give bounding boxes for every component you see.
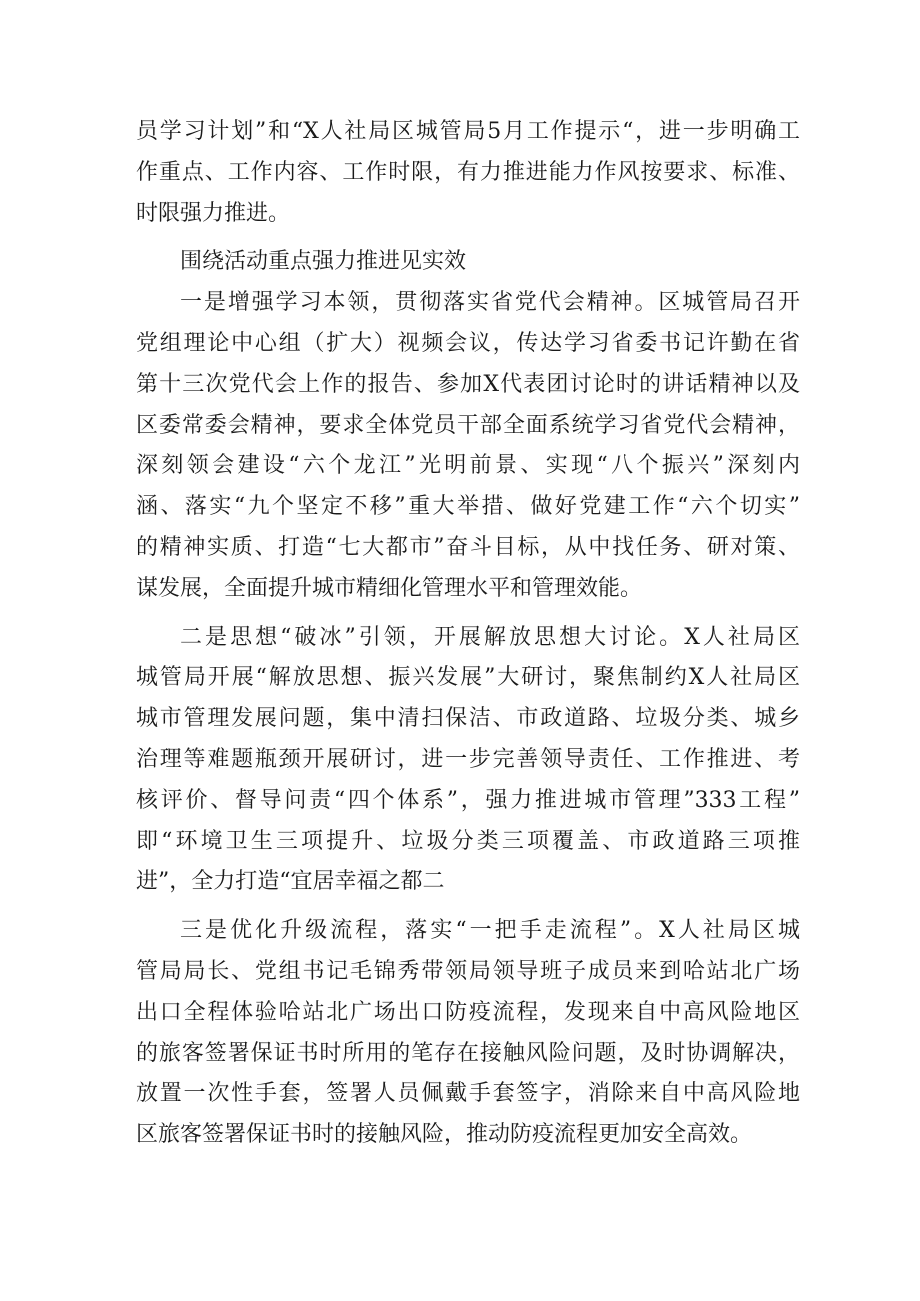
paragraph-3 (136, 618, 800, 904)
text-line: 即“环境卫生三项提升、垃圾分类三项覆盖、市政道路三项推 (136, 828, 800, 854)
heading-line: 围绕活动重点强力推进见实效 (180, 249, 467, 275)
paragraph-gap (136, 234, 800, 242)
paragraph-2 (136, 283, 800, 609)
text-line: 出口全程体验哈站北广场出口防疫流程，发现来自中高风险地区 (136, 999, 800, 1025)
text-line: 管局局长、党组书记毛锦秀带领局领导班子成员来到哈站北广场 (136, 958, 800, 984)
section-heading (136, 242, 800, 283)
paragraph-gap (136, 903, 800, 911)
text-line: 谋发展，全面提升城市精细化管理水平和管理效能。 (136, 575, 643, 601)
text-line: 作重点、工作内容、工作时限，有力推进能力作风按要求、标准、 (136, 159, 800, 185)
text-line: 员学习计划”和“X人社局区城管局5月工作提示“，进一步明确工 (136, 119, 800, 144)
text-line: 核评价、督导问责“四个体系”，强力推进城市管理”333工程” (136, 787, 800, 813)
paragraph-gap (136, 610, 800, 618)
text-line: 三是优化升级流程，落实“一把手走流程”。X人社局区城 (180, 918, 800, 944)
text-line: 第十三次党代会上作的报告、参加X代表团讨论时的讲话精神以及 (136, 371, 800, 397)
text-line: 区旅客签署保证书时的接触风险，推动防疫流程更加安全高效。 (136, 1122, 753, 1148)
text-line: 的精神实质、打造“七大都市”奋斗目标，从中找任务、研对策、 (136, 534, 800, 560)
document-body (136, 112, 800, 1156)
text-line: 放置一次性手套，签署人员佩戴手套签字，消除来自中高风险地 (136, 1081, 800, 1107)
text-line: 一是增强学习本领，贯彻落实省党代会精神。区城管局召开 (180, 290, 800, 316)
text-line: 区委常委会精神，要求全体党员干部全面系统学习省党代会精神， (136, 412, 800, 438)
text-line: 二是思想“破冰”引领，开展解放思想大讨论。X人社局区 (180, 624, 800, 650)
text-line: 城市管理发展问题，集中清扫保洁、市政道路、垃圾分类、城乡 (136, 706, 800, 732)
text-line: 党组理论中心组（扩大）视频会议，传达学习省委书记许勤在省 (136, 330, 800, 356)
text-line: 城管局开展“解放思想、振兴发展”大研讨，聚焦制约X人社局区 (136, 665, 800, 691)
text-line: 时限强力推进。 (136, 200, 291, 226)
paragraph-4 (136, 911, 800, 1156)
text-line: 治理等难题瓶颈开展研讨，进一步完善领导责任、工作推进、考 (136, 746, 800, 772)
text-line: 涵、落实“九个坚定不移”重大举措、做好党建工作“六个切实” (136, 494, 800, 520)
text-line: 进”，全力打造“宜居幸福之都二 (136, 869, 445, 895)
text-line: 深刻领会建设“六个龙江”光明前景、实现“八个振兴”深刻内 (136, 453, 800, 479)
text-line: 的旅客签署保证书时所用的笔存在接触风险问题，及时协调解决， (136, 1040, 800, 1066)
paragraph-1 (136, 112, 800, 234)
